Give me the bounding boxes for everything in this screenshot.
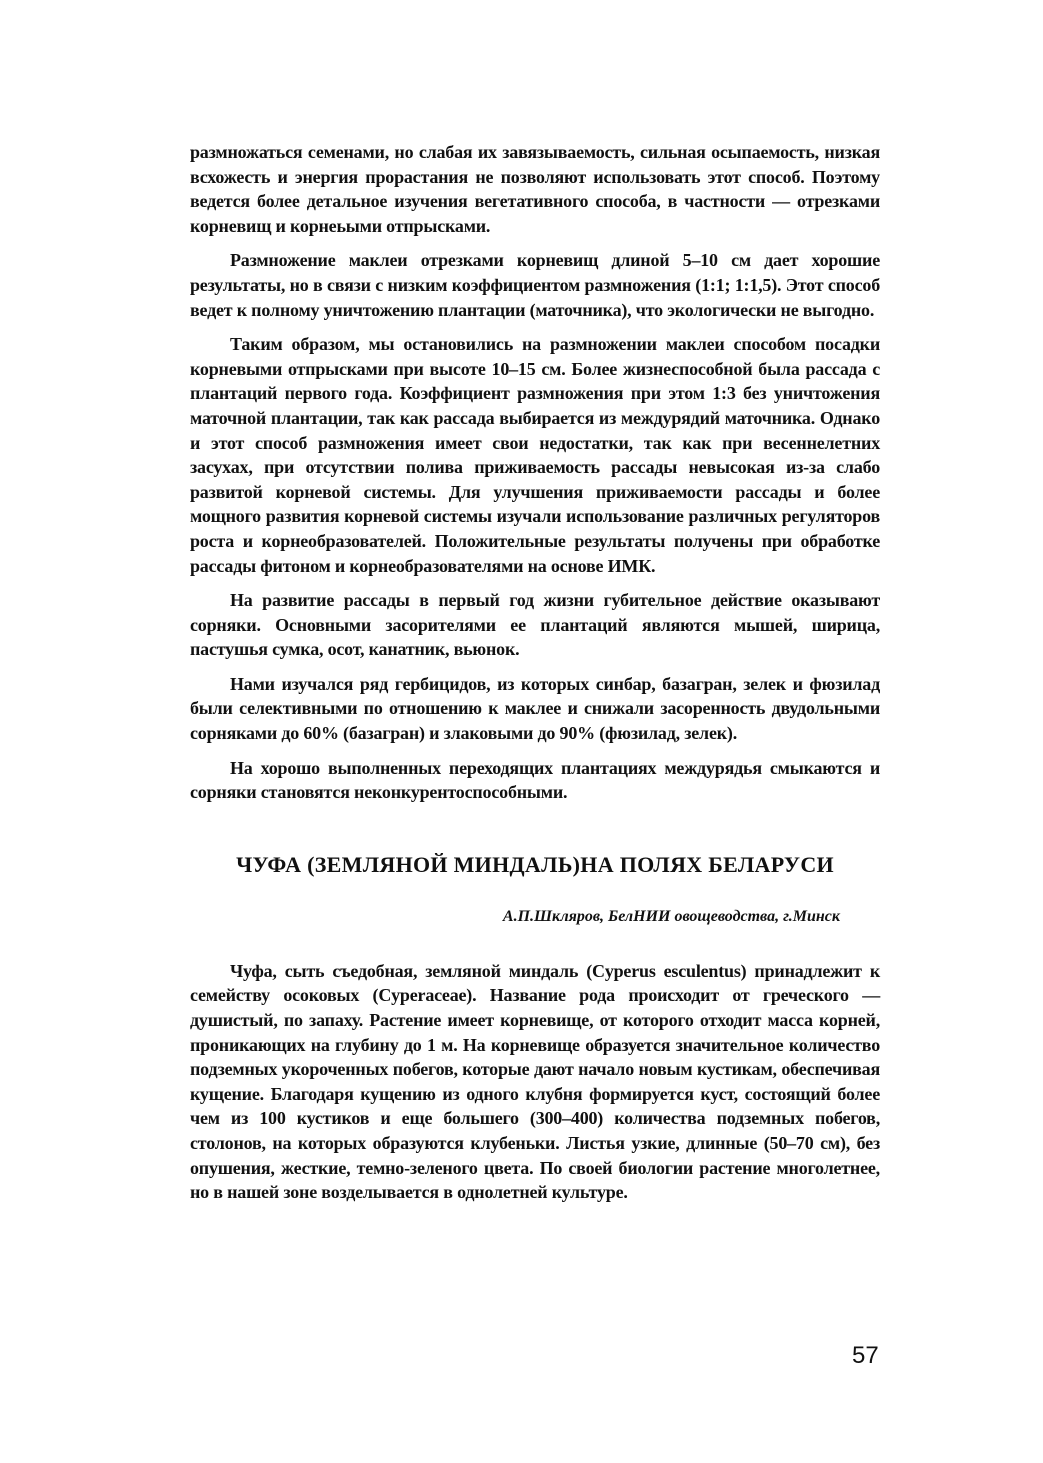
page-body bbox=[190, 140, 880, 1215]
article-title: ЧУФА (ЗЕМЛЯНОЙ МИНДАЛЬ)НА ПОЛЯХ БЕЛАРУСИ bbox=[236, 851, 834, 877]
paragraph-weeds: На развитие рассады в первый год жизни губительное действие оказывают сорняки. Основными засорителями ее плантаций являются мышей, ширица, пастушья сумка, осот, канатник, вьюнок. bbox=[190, 590, 880, 660]
article-section bbox=[190, 851, 880, 1205]
article-paragraph: Чуфа, сыть съедобная, земляной миндаль (Cyperus esculentus) принадлежит к семейству осоковых (Cyperaceae). Название рода происходит от греческого — душистый, по запаху. Растение имеет корневище, от которого отходит масса корней, проникающих на глубину до 1 м. На корневище образуется значительное количество подземных укороченных побегов, которые дают начало новым кустикам, обеспечивая кущение. Благодаря кущению из одного клубня формируется куст, состоящий более чем из 100 кустиков и еще большего (300–400) количества подземных побегов, столонов, на которых образуются клубеньки. Листья узкие, длинные (50–70 см), без опушения, жесткие, темно-зеленого цвета. По своей биологии растение многолетнее, но в нашей зоне возделывается в однолетней культуре. bbox=[190, 960, 880, 1203]
paragraph-continuation: размножаться семенами, но слабая их завязываемость, сильная осыпаемость, низкая всхожесть и энергия прорастания не позволяют использовать этот способ. Поэтому ведется более детальное изучения вегетативного способа, в частности — отрезками корневищ и корнеьыми отпрысками. bbox=[190, 142, 880, 236]
paragraph-root-suckers: Таким образом, мы остановились на размножении маклеи способом посадки корневыми отпрысками при высоте 10–15 см. Более жизнеспособной была рассада с плантаций первого года. Коэффициент размножения при этом 1:3 без уничтожения маточной плантации, так как рассада выбирается из междурядий маточника. Однако и этот способ размножения имеет свои недостатки, так как при весеннелетних засухах, при отсутствии полива приживаемость рассады невысокая из-за слабо развитой корневой системы. Для улучшения приживаемости рассады и более мощного развития корневой системы изучали использование различных регуляторов роста и корнеобразователей. Положительные результаты получены при обработке рассады фитоном и корнеобразователями на основе ИМК. bbox=[190, 334, 880, 576]
paragraph-plantations: На хорошо выполненных переходящих плантациях междурядья смыкаются и сорняки становятся неконкурентоспособными. bbox=[190, 757, 880, 803]
article-author: А.П.Шкляров, БелНИИ овощеводства, г.Минск bbox=[502, 907, 840, 925]
paragraph-herbicides: Нами изучался ряд гербицидов, из которых синбар, базагран, зелек и фюзилад были селективными по отношению к маклее и снижали засоренность двудольными сорняками до 60% (базагран) и злаковыми до 90% (фюзилад, зелек). bbox=[190, 673, 880, 744]
page-number: 57 bbox=[852, 1342, 879, 1369]
paragraph-root-cuttings: Размножение маклеи отрезками корневищ длиной 5–10 см дает хорошие результаты, но в связи с низким коэффициентом размножения (1:1; 1:1,5). Этот способ ведет к полному уничтожению плантации (маточника), что экологически не выгодно. bbox=[190, 250, 880, 320]
